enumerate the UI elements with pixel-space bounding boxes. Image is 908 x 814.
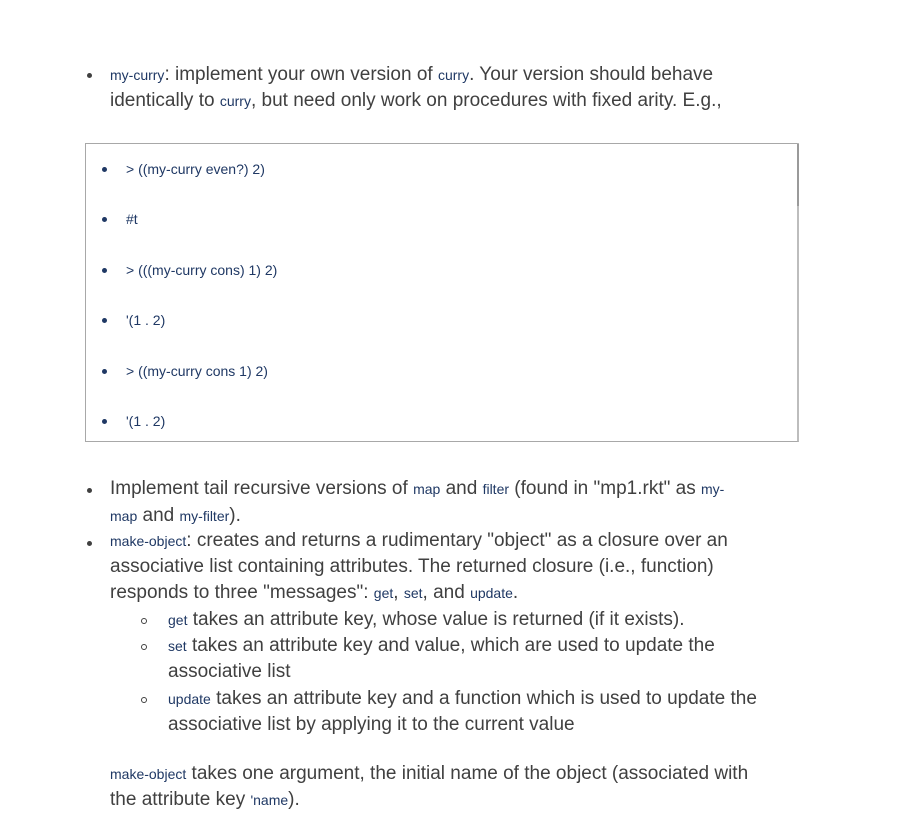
object-line-1: make-object: creates and returns a rudimentary "object" as a closure over an [110, 530, 728, 551]
code-my-map: my- [700, 481, 725, 497]
code-my-map: map [110, 508, 138, 524]
bullet-dot [102, 419, 107, 424]
bullet-dot [87, 541, 92, 546]
code-set: set [403, 585, 423, 601]
sub-item-set-cont: associative list [168, 661, 291, 682]
bullet-dot [102, 217, 107, 222]
box-edge-mark [797, 144, 799, 206]
code-example-text: > ((my-curry even?) 2) [126, 161, 265, 177]
sub-item-get: get takes an attribute key, whose value is returned (if it exists). [168, 609, 685, 630]
bullet-dot [102, 318, 107, 323]
sub-bullet-circle [141, 618, 147, 624]
sub-item-update: update takes an attribute key and a function which is used to update the [168, 688, 757, 709]
code-curry: curry [437, 67, 470, 83]
tail-line-1: Implement tail recursive versions of map and filter (found in "mp1.rkt" as my- [110, 478, 725, 499]
tail-line-2: map and my-filter). [110, 505, 241, 526]
code-example-text: '(1 . 2) [126, 413, 166, 429]
bullet-dot [102, 369, 107, 374]
code-example-text: #t [126, 211, 138, 227]
code-update: update [168, 691, 211, 707]
sub-item-set: set takes an attribute key and value, which are used to update the [168, 635, 715, 656]
bullet-dot [87, 73, 92, 78]
code-get: get [373, 585, 394, 601]
code-my-filter: my-filter [179, 508, 230, 524]
sub-item-update-cont: associative list by applying it to the current value [168, 714, 575, 735]
object-line-2: associative list containing attributes. The returned closure (i.e., function) [110, 556, 714, 577]
object-line-3: responds to three "messages": get, set, and update. [110, 582, 519, 603]
code-curry: curry [219, 93, 251, 109]
code-my-curry: my-curry [110, 67, 165, 83]
sub-bullet-circle [141, 697, 147, 703]
sub-bullet-circle [141, 644, 147, 650]
code-make-object: make-object [110, 533, 187, 549]
bullet-dot [102, 268, 107, 273]
footer-line-2: the attribute key 'name). [110, 789, 300, 810]
code-make-object: make-object [110, 766, 187, 782]
code-example-text: > ((my-curry cons 1) 2) [126, 363, 268, 379]
curry-line-1: my-curry: implement your own version of curry. Your version should behave [110, 64, 714, 85]
bullet-dot [87, 488, 92, 493]
code-map: map [413, 481, 441, 497]
code-set: set [168, 638, 187, 654]
bullet-dot [102, 167, 107, 172]
code-example-text: > (((my-curry cons) 1) 2) [126, 262, 278, 278]
code-name-key: 'name [250, 792, 289, 808]
code-example-text: '(1 . 2) [126, 312, 166, 328]
code-example-box [85, 143, 799, 442]
code-update: update [470, 585, 513, 601]
footer-line-1: make-object takes one argument, the initial name of the object (associated with [110, 763, 749, 784]
curry-line-2: identically to curry, but need only work on procedures with fixed arity. E.g., [110, 90, 722, 111]
code-get: get [168, 612, 188, 628]
code-filter: filter [482, 481, 510, 497]
